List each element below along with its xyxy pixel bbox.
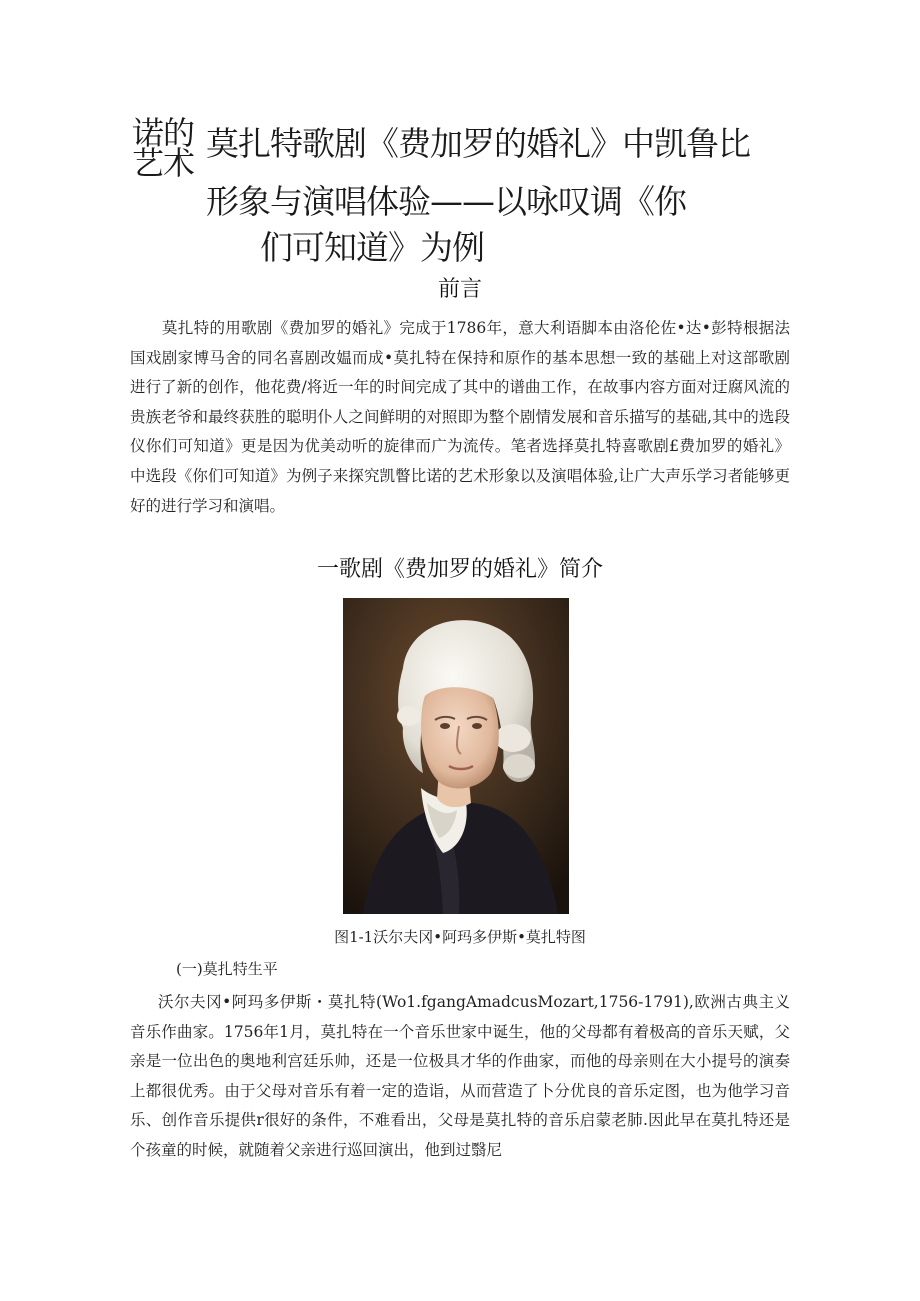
section-heading: 一歌剧《费加罗的婚礼》简介 bbox=[316, 557, 603, 582]
title-side-fragment bbox=[132, 114, 202, 182]
title-side-bottom: 艺术 bbox=[132, 144, 195, 182]
title-side-top: 诺的 bbox=[132, 114, 195, 152]
title-line-2: 形象与演唱体验——以咏叹调《你 bbox=[206, 182, 686, 221]
subsection-title: (一)莫扎特生平 bbox=[176, 960, 278, 978]
preface-paragraph: 莫扎特的用歌剧《费加罗的婚礼》完成于1786年，意大利语脚本由洛伦佐•达•彭特根据法国戏剧家博马舍的同名喜剧改媪而成•莫扎特在保持和原作的基本思想一致的基础上对这部歌剧进行了新的创作，他花费/将近一年的时间完成了其中的谱曲工作，在故事内容方面对迂腐风流的贵族老爷和最终获胜的聪明仆人之间鲜明的对照即为整个剧情发展和音乐描写的基础,其中的选段仪你们可知道》更是因为优美动听的旋律而广为流传。笔者选择莫扎特喜歌剧£费加罗的婚礼》中选段《你们可知道》为例子来探究凯瞥比诺的艺术形象以及演唱体验,让广大声乐学习者能够更好的进行学习和演唱。 bbox=[130, 319, 790, 515]
title-line-3: 们可知道》为例 bbox=[260, 228, 484, 267]
figure-caption: 图1-1沃尔夫冈•阿玛多伊斯•莫扎特图 bbox=[334, 928, 586, 946]
title-line-1: 莫扎特歌剧《费加罗的婚礼》中凯鲁比 bbox=[206, 124, 750, 163]
preface-heading: 前言 bbox=[437, 277, 482, 302]
mozart-portrait-image bbox=[343, 598, 569, 914]
biography-paragraph: 沃尔夫冈•阿玛多伊斯・莫扎特(Wo1.fgangAmadcusMozart,1756-1791),欧洲古典主义音乐作曲家。1756年1月，莫扎特在一个音乐世家中诞生，他的父母都有着极高的音乐天赋，父亲是一位出色的奥地利宫廷乐帅，还是一位极具才华的作曲家，而他的母亲则在大小提号的演奏上都很优秀。由于父母对音乐有着一定的造诣，从而营造了卜分优良的音乐定图，也为他学习音乐、创作音乐提供r很好的条件，不难看出，父母是莫扎特的音乐启蒙老肺.因此早在莫扎特还是个孩童的时候，就随着父亲进行巡回演出，他到过翳尼 bbox=[130, 993, 790, 1159]
